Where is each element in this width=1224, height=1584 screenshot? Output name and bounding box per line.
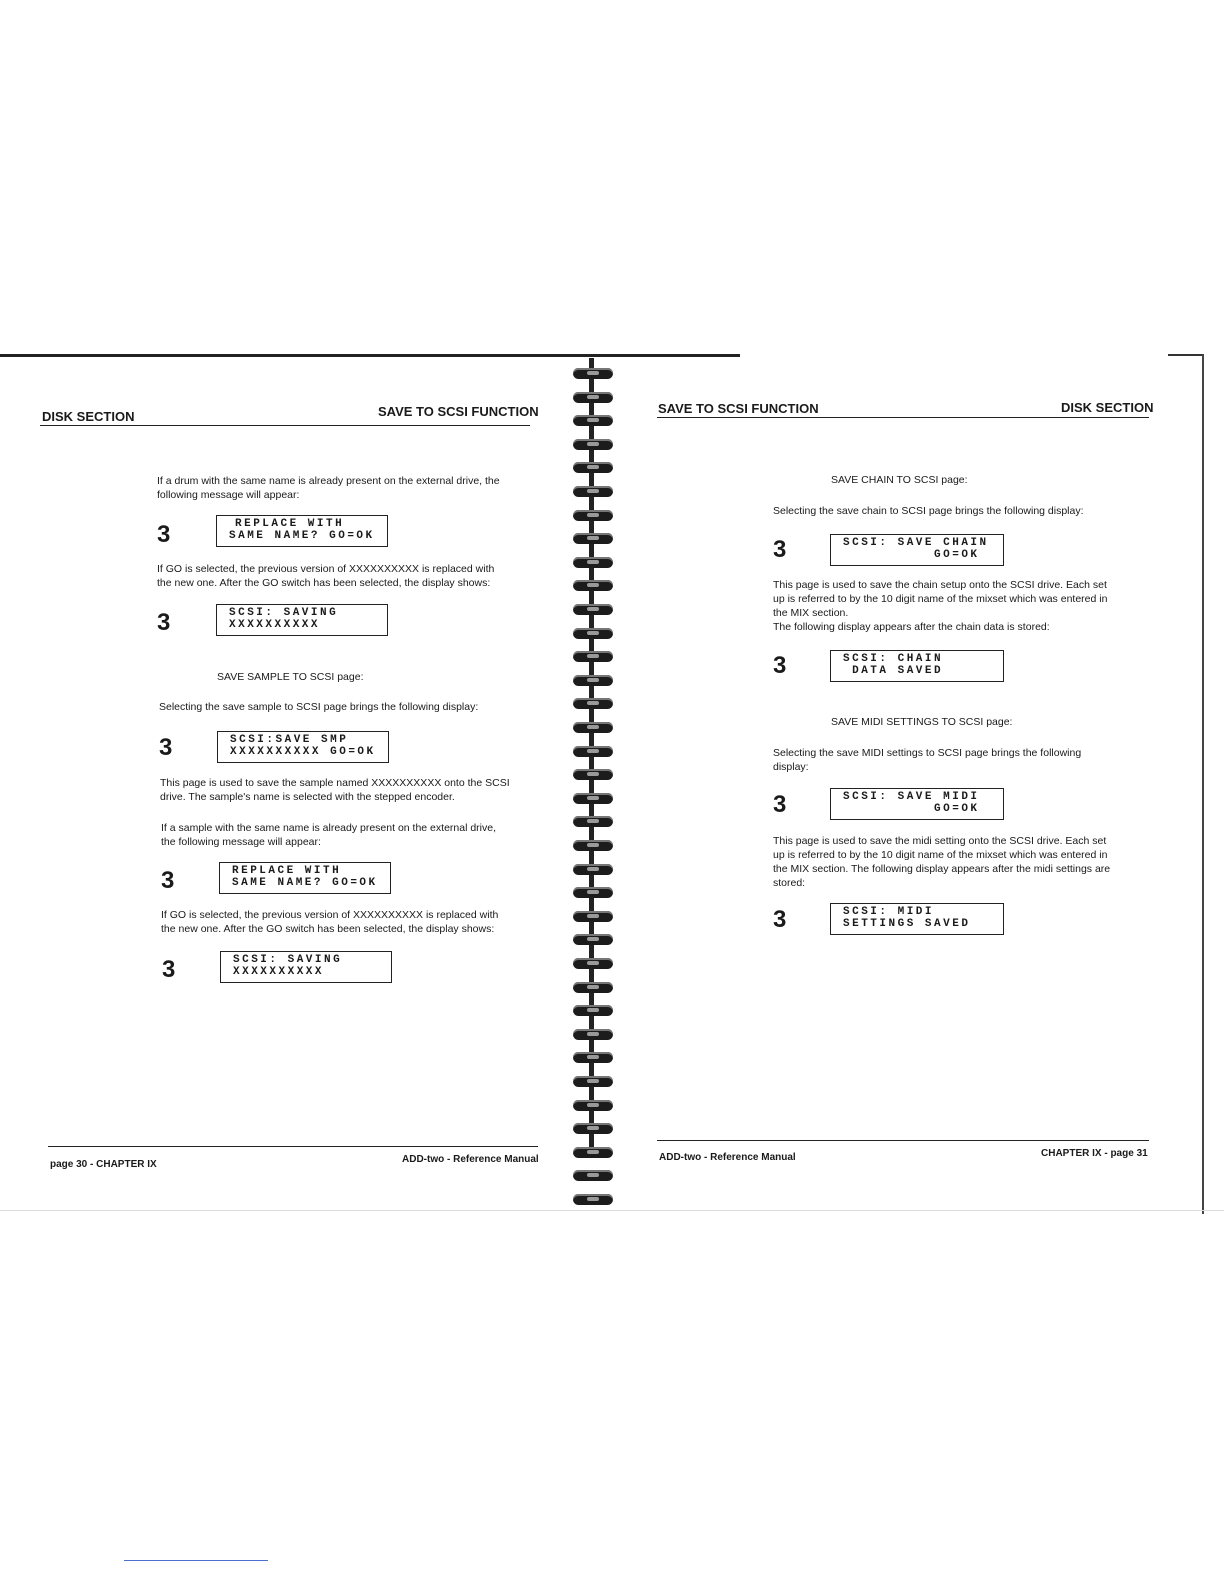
- spiral-ring: [573, 698, 613, 709]
- display-number: 3: [157, 609, 171, 636]
- spiral-ring: [573, 1076, 613, 1087]
- spiral-ring: [573, 793, 613, 804]
- left-para-1: If a drum with the same name is already present on the external drive, the following message will appear:: [157, 475, 500, 501]
- lcd-display-chain-saved: SCSI: CHAIN DATA SAVED: [830, 650, 1004, 682]
- display-number: 3: [159, 734, 173, 761]
- spiral-ring: [573, 368, 613, 379]
- display-number: 3: [162, 956, 176, 983]
- spiral-ring: [573, 604, 613, 615]
- spiral-ring: [573, 1052, 613, 1063]
- right-para-4: Selecting the save MIDI settings to SCSI page brings the following display:: [773, 747, 1082, 773]
- bottom-page-edge: [0, 1210, 1224, 1211]
- left-footer-rule: [48, 1146, 538, 1147]
- display-number: 3: [161, 867, 175, 894]
- spiral-ring: [573, 439, 613, 450]
- right-section-1-title: SAVE CHAIN TO SCSI page:: [831, 474, 968, 486]
- spiral-ring: [573, 887, 613, 898]
- display-number: 3: [773, 791, 787, 818]
- spiral-ring: [573, 1123, 613, 1134]
- left-section-title: SAVE SAMPLE TO SCSI page:: [217, 671, 364, 683]
- spiral-ring: [573, 816, 613, 827]
- lcd-display-saving: SCSI: SAVING XXXXXXXXXX: [216, 604, 388, 636]
- spiral-ring: [573, 1170, 613, 1181]
- left-footer-manual: ADD-two - Reference Manual: [402, 1154, 539, 1165]
- left-para-4: This page is used to save the sample named XXXXXXXXXX onto the SCSI drive. The sample's name is selected with the stepped encoder.: [160, 777, 510, 803]
- right-header-section: DISK SECTION: [1061, 400, 1154, 415]
- spiral-ring: [573, 392, 613, 403]
- underline-decoration: [124, 1560, 268, 1561]
- spiral-ring: [573, 675, 613, 686]
- left-footer-page: page 30 - CHAPTER IX: [50, 1159, 157, 1170]
- right-header-rule: [657, 417, 1149, 418]
- spiral-ring: [573, 1005, 613, 1016]
- left-header-title: SAVE TO SCSI FUNCTION: [378, 404, 539, 419]
- lcd-display-settings-saved: SCSI: MIDI SETTINGS SAVED: [830, 903, 1004, 935]
- spiral-ring: [573, 746, 613, 757]
- display-number: 3: [773, 906, 787, 933]
- left-para-3: Selecting the save sample to SCSI page brings the following display:: [159, 701, 479, 713]
- right-page-edge: [1202, 354, 1204, 1214]
- spiral-ring: [573, 911, 613, 922]
- spiral-ring: [573, 580, 613, 591]
- spiral-ring: [573, 486, 613, 497]
- lcd-display-save-midi: SCSI: SAVE MIDI GO=OK: [830, 788, 1004, 820]
- spiral-ring: [573, 722, 613, 733]
- spiral-ring: [573, 840, 613, 851]
- spiral-ring: [573, 958, 613, 969]
- right-footer-page: CHAPTER IX - page 31: [1041, 1148, 1148, 1159]
- right-para-5: This page is used to save the midi setting onto the SCSI drive. Each set up is referred to by the 10 digit name of the mixset which was entered in the MIX section. The following display appears after the midi settings are stored:: [773, 835, 1111, 889]
- left-para-6: If GO is selected, the previous version of XXXXXXXXXX is replaced with the new one. After the GO switch has been selected, the display shows:: [161, 909, 499, 935]
- left-header-section: DISK SECTION: [42, 409, 135, 424]
- display-number: 3: [157, 521, 171, 548]
- spiral-ring: [573, 415, 613, 426]
- spiral-ring: [573, 1029, 613, 1040]
- right-footer-manual: ADD-two - Reference Manual: [659, 1152, 796, 1163]
- lcd-display-save-smp: SCSI:SAVE SMP XXXXXXXXXX GO=OK: [217, 731, 389, 763]
- spiral-ring: [573, 462, 613, 473]
- spiral-ring: [573, 769, 613, 780]
- left-header-rule: [40, 425, 530, 426]
- right-para-2: This page is used to save the chain setup onto the SCSI drive. Each set up is referred to by the 10 digit name of the mixset which was entered in the MIX section.: [773, 579, 1108, 619]
- lcd-display-saving-2: SCSI: SAVING XXXXXXXXXX: [220, 951, 392, 983]
- spiral-ring: [573, 628, 613, 639]
- display-number: 3: [773, 536, 787, 563]
- spiral-ring: [573, 510, 613, 521]
- spiral-ring: [573, 1194, 613, 1205]
- spiral-ring: [573, 533, 613, 544]
- right-footer-rule: [657, 1140, 1149, 1141]
- spiral-ring: [573, 557, 613, 568]
- spiral-ring: [573, 651, 613, 662]
- display-number: 3: [773, 652, 787, 679]
- top-right-page-edge: [1168, 354, 1204, 356]
- right-section-2-title: SAVE MIDI SETTINGS TO SCSI page:: [831, 716, 1013, 728]
- right-para-3: The following display appears after the chain data is stored:: [773, 621, 1050, 633]
- left-para-2: If GO is selected, the previous version of XXXXXXXXXX is replaced with the new one. After the GO switch has been selected, the display shows:: [157, 563, 495, 589]
- lcd-display-save-chain: SCSI: SAVE CHAIN GO=OK: [830, 534, 1004, 566]
- right-para-1: Selecting the save chain to SCSI page brings the following display:: [773, 505, 1084, 517]
- lcd-display-replace-2: REPLACE WITH SAME NAME? GO=OK: [219, 862, 391, 894]
- top-page-edge: [0, 354, 740, 357]
- spiral-ring: [573, 1100, 613, 1111]
- spiral-ring: [573, 934, 613, 945]
- left-para-5: If a sample with the same name is already present on the external drive, the following message will appear:: [161, 822, 497, 848]
- spiral-ring: [573, 982, 613, 993]
- spiral-ring: [573, 1147, 613, 1158]
- right-header-title: SAVE TO SCSI FUNCTION: [658, 401, 819, 416]
- spiral-ring: [573, 864, 613, 875]
- lcd-display-replace: REPLACE WITH SAME NAME? GO=OK: [216, 515, 388, 547]
